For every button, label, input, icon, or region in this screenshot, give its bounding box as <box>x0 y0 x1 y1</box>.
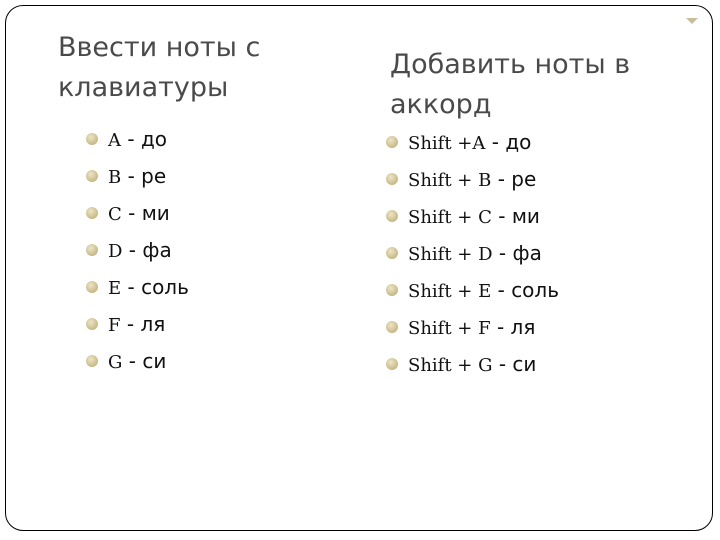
note-name: ля <box>140 312 166 336</box>
note-name: фа <box>142 238 172 262</box>
note-key: A <box>108 130 121 151</box>
corner-decoration-icon <box>686 18 698 24</box>
separator: - <box>491 278 512 302</box>
note-name: соль <box>511 278 559 302</box>
note-name: до <box>140 127 168 151</box>
separator: - <box>121 127 141 151</box>
bullet-icon <box>86 318 98 330</box>
note-key: Shift + F <box>408 318 491 339</box>
note-key: Shift + E <box>408 281 492 302</box>
bullet-icon <box>86 133 98 145</box>
bullet-icon <box>386 173 398 185</box>
bullet-icon <box>386 136 398 148</box>
list-item <box>386 311 559 348</box>
note-name: ми <box>511 204 540 228</box>
list-item <box>386 348 559 385</box>
separator: - <box>485 130 506 154</box>
bullet-icon <box>86 244 98 256</box>
bullet-icon <box>386 284 398 296</box>
separator: - <box>121 201 142 225</box>
list-item <box>386 274 559 311</box>
bullet-icon <box>386 321 398 333</box>
separator: - <box>121 164 142 188</box>
separator: - <box>122 238 143 262</box>
left-column-title: Ввести ноты с клавиатуры <box>58 32 261 103</box>
list-item <box>86 123 189 160</box>
left-note-list <box>86 123 189 382</box>
list-item <box>86 234 189 271</box>
list-item <box>86 271 189 308</box>
note-name: си <box>512 352 537 376</box>
note-key: D <box>108 241 123 262</box>
separator: - <box>122 349 143 373</box>
separator: - <box>492 241 513 265</box>
bullet-icon <box>386 247 398 259</box>
note-key: Shift + B <box>408 170 492 191</box>
bullet-icon <box>386 210 398 222</box>
bullet-icon <box>386 358 398 370</box>
list-item <box>386 126 559 163</box>
right-note-list <box>386 126 559 385</box>
note-name: ре <box>141 164 167 188</box>
bullet-icon <box>86 170 98 182</box>
slide <box>5 5 713 531</box>
right-column-title: Добавить ноты в аккорд <box>390 49 631 120</box>
note-key: Shift + D <box>408 244 493 265</box>
note-key: B <box>108 167 122 188</box>
list-item <box>386 163 559 200</box>
note-name: ре <box>511 167 537 191</box>
list-item <box>86 160 189 197</box>
list-item <box>386 200 559 237</box>
list-item <box>86 308 189 345</box>
list-item <box>386 237 559 274</box>
note-key: F <box>108 315 121 336</box>
bullet-icon <box>86 207 98 219</box>
bullet-icon <box>86 281 98 293</box>
note-key: G <box>108 352 123 373</box>
separator: - <box>491 204 512 228</box>
note-key: E <box>108 278 122 299</box>
separator: - <box>490 315 511 339</box>
separator: - <box>492 352 513 376</box>
note-key: Shift + C <box>408 207 492 228</box>
separator: - <box>120 312 141 336</box>
note-name: до <box>505 130 532 154</box>
note-key: C <box>108 204 122 225</box>
note-key: Shift + G <box>408 355 493 376</box>
note-name: фа <box>512 241 542 265</box>
note-key: Shift +A <box>408 133 486 154</box>
separator: - <box>121 275 142 299</box>
note-name: си <box>142 349 167 373</box>
separator: - <box>491 167 512 191</box>
list-item <box>86 197 189 234</box>
note-name: ля <box>510 315 536 339</box>
bullet-icon <box>86 355 98 367</box>
note-name: ми <box>141 201 170 225</box>
note-name: соль <box>141 275 189 299</box>
list-item <box>86 345 189 382</box>
